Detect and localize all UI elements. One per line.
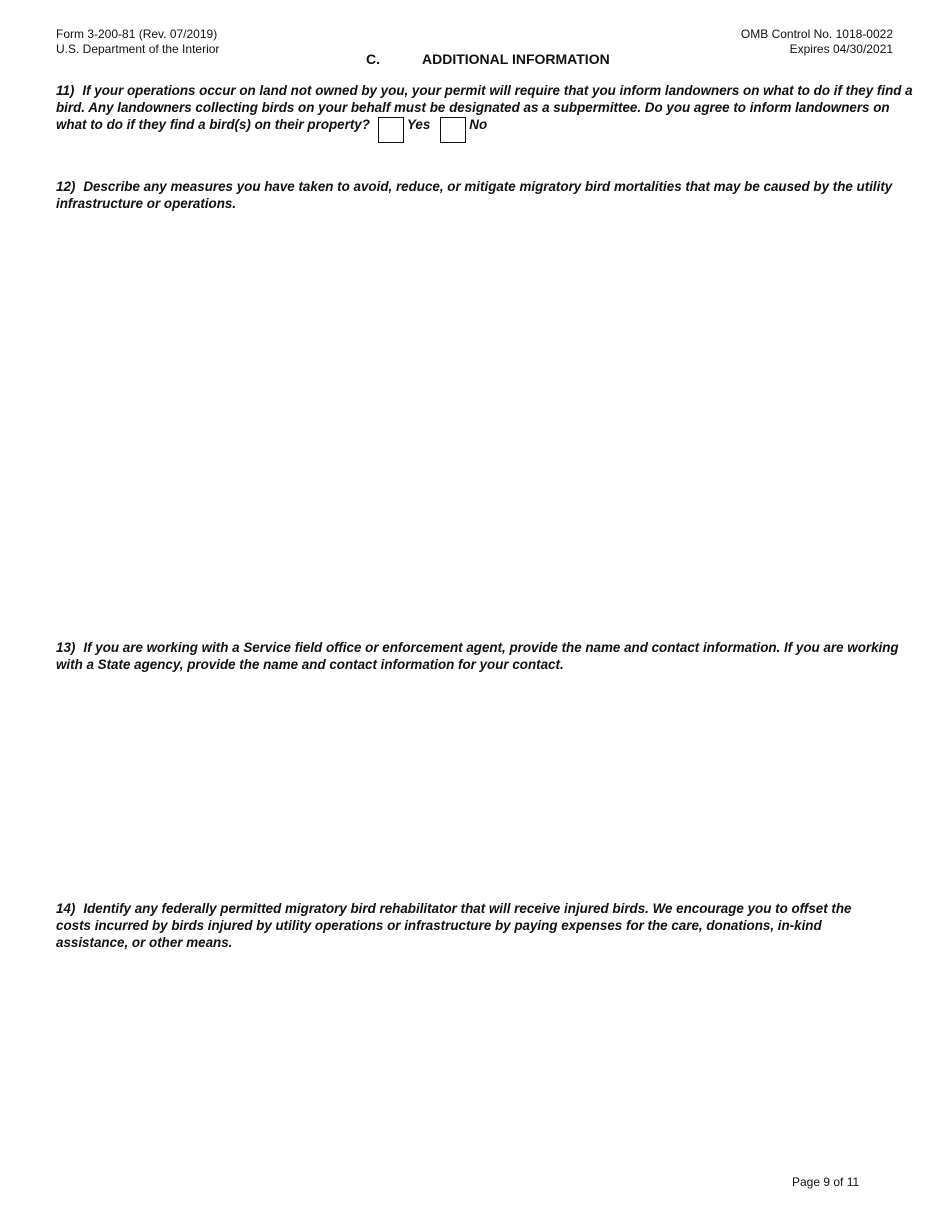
section-title: ADDITIONAL INFORMATION bbox=[422, 51, 610, 67]
question-text: what to do if they find a bird(s) on their property? bbox=[56, 117, 370, 132]
omb-control-number: OMB Control No. 1018-0022 bbox=[740, 27, 893, 41]
no-checkbox[interactable] bbox=[440, 117, 466, 143]
question-text: Describe any measures you have taken to avoid, reduce, or mitigate migratory bird mortalities that may be caused by the utility infrastructure or operations. bbox=[56, 179, 893, 211]
question-11-line-1 bbox=[56, 82, 950, 99]
question-12 bbox=[56, 178, 936, 212]
yes-label: Yes bbox=[406, 117, 431, 132]
question-11-line-2: bird. Any landowners collecting birds on your behalf must be designated as a subpermittee. Do you agree to inform landowners on bbox=[56, 100, 890, 115]
question-text: If your operations occur on land not owned by you, your permit will require that you inform landowners on what to do if they find a bbox=[82, 83, 913, 98]
form-header-right bbox=[741, 27, 893, 57]
question-text: If you are working with a Service field office or enforcement agent, provide the name and contact information. If you are working with a State agency, provide the name and contact information for your contact. bbox=[56, 640, 899, 672]
form-number: Form 3-200-81 (Rev. 07/2019) bbox=[56, 27, 218, 41]
question-14 bbox=[56, 900, 856, 951]
question-number: 13) bbox=[56, 640, 76, 655]
no-label: No bbox=[469, 117, 488, 132]
department-name: U.S. Department of the Interior bbox=[56, 42, 220, 56]
page-number: Page 9 of 11 bbox=[792, 1175, 860, 1189]
expiration-date: Expires 04/30/2021 bbox=[789, 42, 893, 56]
question-number: 14) bbox=[56, 901, 76, 916]
question-13 bbox=[56, 639, 916, 673]
question-text: Identify any federally permitted migratory bird rehabilitator that will receive injured birds. We encourage you to offset the costs incurred by birds injured by utility operations or infrastructure by paying expenses for the care, donations, in-kind assistance, or other means. bbox=[56, 901, 852, 950]
question-11 bbox=[56, 82, 950, 143]
section-heading bbox=[366, 51, 610, 67]
form-header-left bbox=[56, 27, 219, 57]
question-number: 12) bbox=[56, 179, 76, 194]
question-11-line-3 bbox=[56, 116, 950, 143]
yes-checkbox[interactable] bbox=[378, 117, 404, 143]
question-number: 11) bbox=[56, 83, 75, 98]
section-letter: C. bbox=[366, 51, 380, 67]
